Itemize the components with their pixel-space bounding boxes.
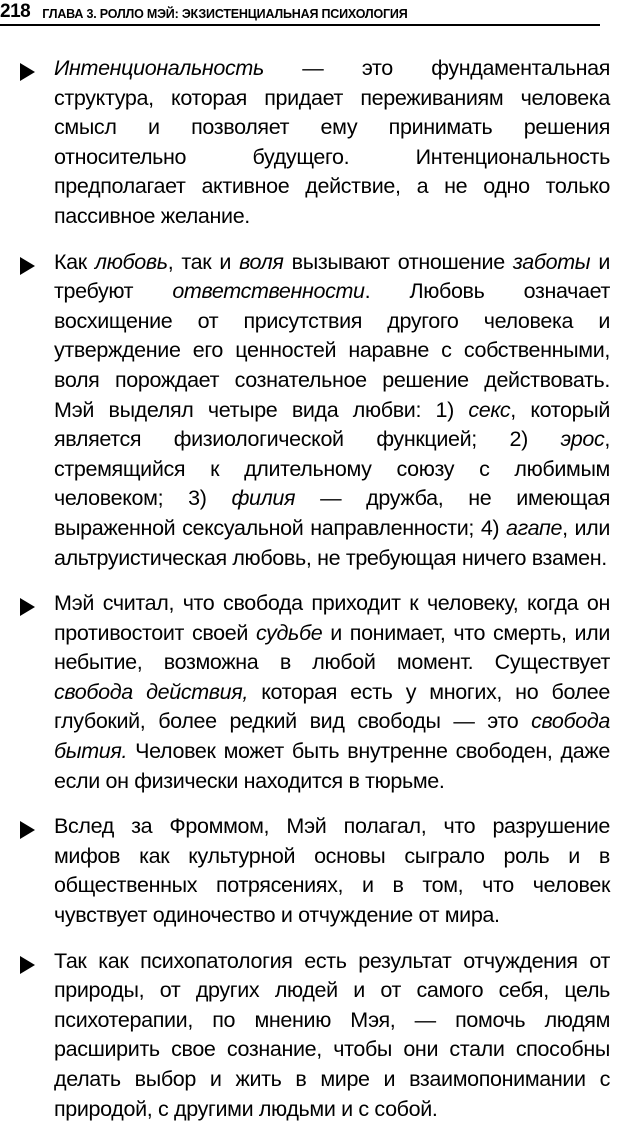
bullet-item-psychotherapy	[14, 947, 610, 1125]
bullet-item-love-will	[14, 248, 610, 574]
text-run: Так как психопатология есть результат отчуждения от природы, от других людей и от самого себя, цель психотерапии, по мнению Мэя, — помочь людям расширить свое сознание, чтобы они стали способны делать выбор и жить в мире и взаимопонимании с природой, с другими людьми и с собой.	[54, 948, 610, 1121]
text-run: , или альтруистическая любовь, не требующая ничего взамен.	[54, 515, 611, 570]
italic-term: ответственности	[172, 279, 365, 304]
triangle-bullet-icon	[20, 257, 35, 275]
italic-term: воля	[239, 249, 284, 274]
text-run: которая есть у многих, но более глубокий, более редкий вид свободы — это	[54, 679, 610, 734]
bullet-item-myths	[14, 812, 610, 930]
text-run: Вслед за Фроммом, Мэй полагал, что разрушение мифов как культурной основы сыграло роль и в общественных потрясениях, и в том, что человек чувствует одиночество и отчуждение от мира.	[54, 814, 610, 928]
text-run: — дружба, не имеющая выраженной сексуальной направленности; 4)	[54, 486, 610, 540]
italic-term: судьбе	[255, 620, 323, 645]
main-text	[14, 54, 610, 1140]
italic-term: свобода действия,	[54, 679, 249, 704]
text-run: , который является физиологической функцией; 2)	[54, 397, 610, 452]
paragraph-text	[54, 589, 610, 796]
paragraph-text	[54, 947, 610, 1125]
text-run: Мэй считал, что свобода приходит к человеку, когда он противостоит своей	[54, 591, 610, 645]
italic-term: агапе	[506, 515, 563, 540]
italic-term: Интенциональность	[54, 56, 264, 80]
triangle-bullet-icon	[20, 598, 35, 616]
text-run: Человек может быть внутренне свободен, даже если он физически находится в тюрьме.	[54, 739, 610, 793]
italic-term: заботы	[512, 249, 591, 274]
text-run: , стремящийся к длительному союзу с любимым человеком; 3)	[54, 427, 610, 511]
text-run: и требуют	[54, 249, 611, 304]
triangle-bullet-icon	[20, 63, 35, 81]
text-run: и понимает, что смерть, или небытие, возможна в любой момент. Существует	[54, 620, 610, 675]
page-number: 218	[0, 1, 31, 22]
italic-term: свобода бытия.	[54, 709, 610, 764]
text-run: . Любовь означает восхищение от присутствия другого человека и утверждение его ценностей наравне с собственными, воля порождает сознательное решение действовать. Мэй выделял четыре вида любви: 1)	[54, 279, 610, 422]
bullet-item-freedom	[14, 589, 610, 796]
running-head: ГЛАВА 3. РОЛЛО МЭЙ: ЭКЗИСТЕНЦИАЛЬНАЯ ПСИХОЛОГИЯ	[42, 6, 408, 21]
italic-term: любовь	[94, 249, 168, 274]
italic-term: секс	[468, 397, 511, 422]
text-run: , так и	[167, 249, 240, 274]
paragraph-text	[54, 54, 610, 232]
paragraph-text	[54, 812, 610, 930]
italic-term: эрос	[560, 427, 605, 452]
text-run: — это фундаментальная структура, которая придает переживаниям человека смысл и позволяет ему принимать решения относительно будущего. Интенциональность предполагает активное действие, а не одно только пассивное желание.	[54, 56, 610, 228]
triangle-bullet-icon	[20, 956, 35, 974]
text-run: Как	[54, 249, 95, 274]
italic-term: филия	[231, 486, 296, 511]
bullet-item-intentionality	[14, 54, 610, 232]
triangle-bullet-icon	[20, 821, 35, 839]
text-run: вызывают отношение	[283, 249, 513, 274]
paragraph-text	[54, 248, 610, 574]
page-header	[0, 0, 600, 26]
